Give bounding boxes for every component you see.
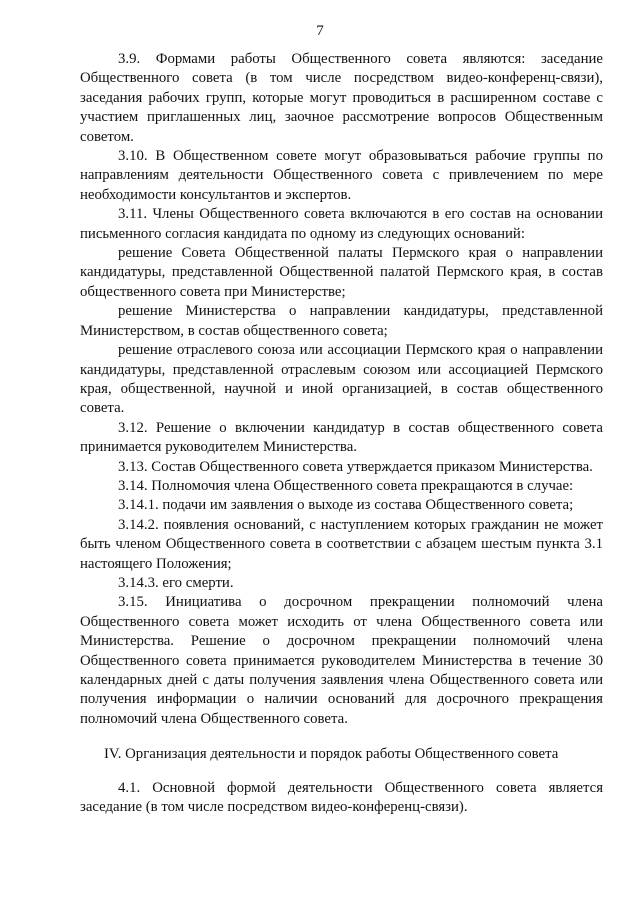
- paragraph-3-15: 3.15. Инициатива о досрочном прекращении полномочий члена Общественного совета может исходить от члена Общественного совета или Министерства. Решение о досрочном прекращении полномочий члена Общественного совета принимается руководителем Министерства в течение 30 календарных дней с даты получения заявления члена Общественного совета или получения информации о наличии оснований для досрочного прекращения полномочий члена Общественного совета.: [80, 594, 603, 727]
- paragraph-3-13: 3.13. Состав Общественного совета утверждается приказом Министерства.: [118, 458, 593, 475]
- paragraph-3-11: 3.11. Члены Общественного совета включаются в его состав на основании письменного согласия кандидата по одному из следующих оснований:: [80, 206, 603, 242]
- paragraph-3-14-2: 3.14.2. появления оснований, с наступлением которых гражданин не может быть членом Общественного совета в соответствии с абзацем шестым пункта 3.1 настоящего Положения;: [80, 516, 603, 572]
- page-content: [80, 50, 603, 817]
- paragraph-3-12: 3.12. Решение о включении кандидатур в состав общественного совета принимается руководителем Министерства.: [80, 419, 603, 456]
- paragraph-3-14-1: 3.14.1. подачи им заявления о выходе из состава Общественного совета;: [118, 497, 574, 514]
- paragraph-4-1: 4.1. Основной формой деятельности Общественного совета является заседание (в том числе посредством видео-конференц-связи).: [80, 779, 603, 816]
- page-number: 7: [316, 23, 324, 39]
- section-heading: IV. Организация деятельности и порядок работы Общественного совета: [104, 746, 559, 763]
- paragraph-3-14: 3.14. Полномочия члена Общественного совета прекращаются в случае:: [118, 477, 574, 494]
- paragraph-basis-public-chamber: решение Совета Общественной палаты Пермского края о направлении кандидатуры, представленной Общественной палатой Пермского края, в состав общественного совета при Министерстве;: [80, 245, 603, 300]
- paragraph-3-10: 3.10. В Общественном совете могут образовываться рабочие группы по направлениям деятельности Общественного совета с привлечением по мере необходимости консультантов и экспертов.: [80, 148, 603, 203]
- paragraph-3-14-3: 3.14.3. его смерти.: [118, 574, 234, 591]
- paragraph-basis-industry-union: решение отраслевого союза или ассоциации Пермского края о направлении кандидатуры, представленной отраслевым союзом или ассоциацией Пермского края, общественной, научной и иной организацией, в состав общественного совета.: [80, 342, 603, 417]
- paragraph-basis-ministry: решение Министерства о направлении кандидатуры, представленной Министерством, в состав общественного совета;: [80, 303, 603, 339]
- paragraph-3-9: 3.9. Формами работы Общественного совета являются: заседание Общественного совета (в том числе посредством видео-конференц-связи), заседания рабочих групп, которые могут проводиться в расширенном составе с участием приглашенных лиц, заочное рассмотрение вопросов Общественным советом.: [80, 51, 603, 145]
